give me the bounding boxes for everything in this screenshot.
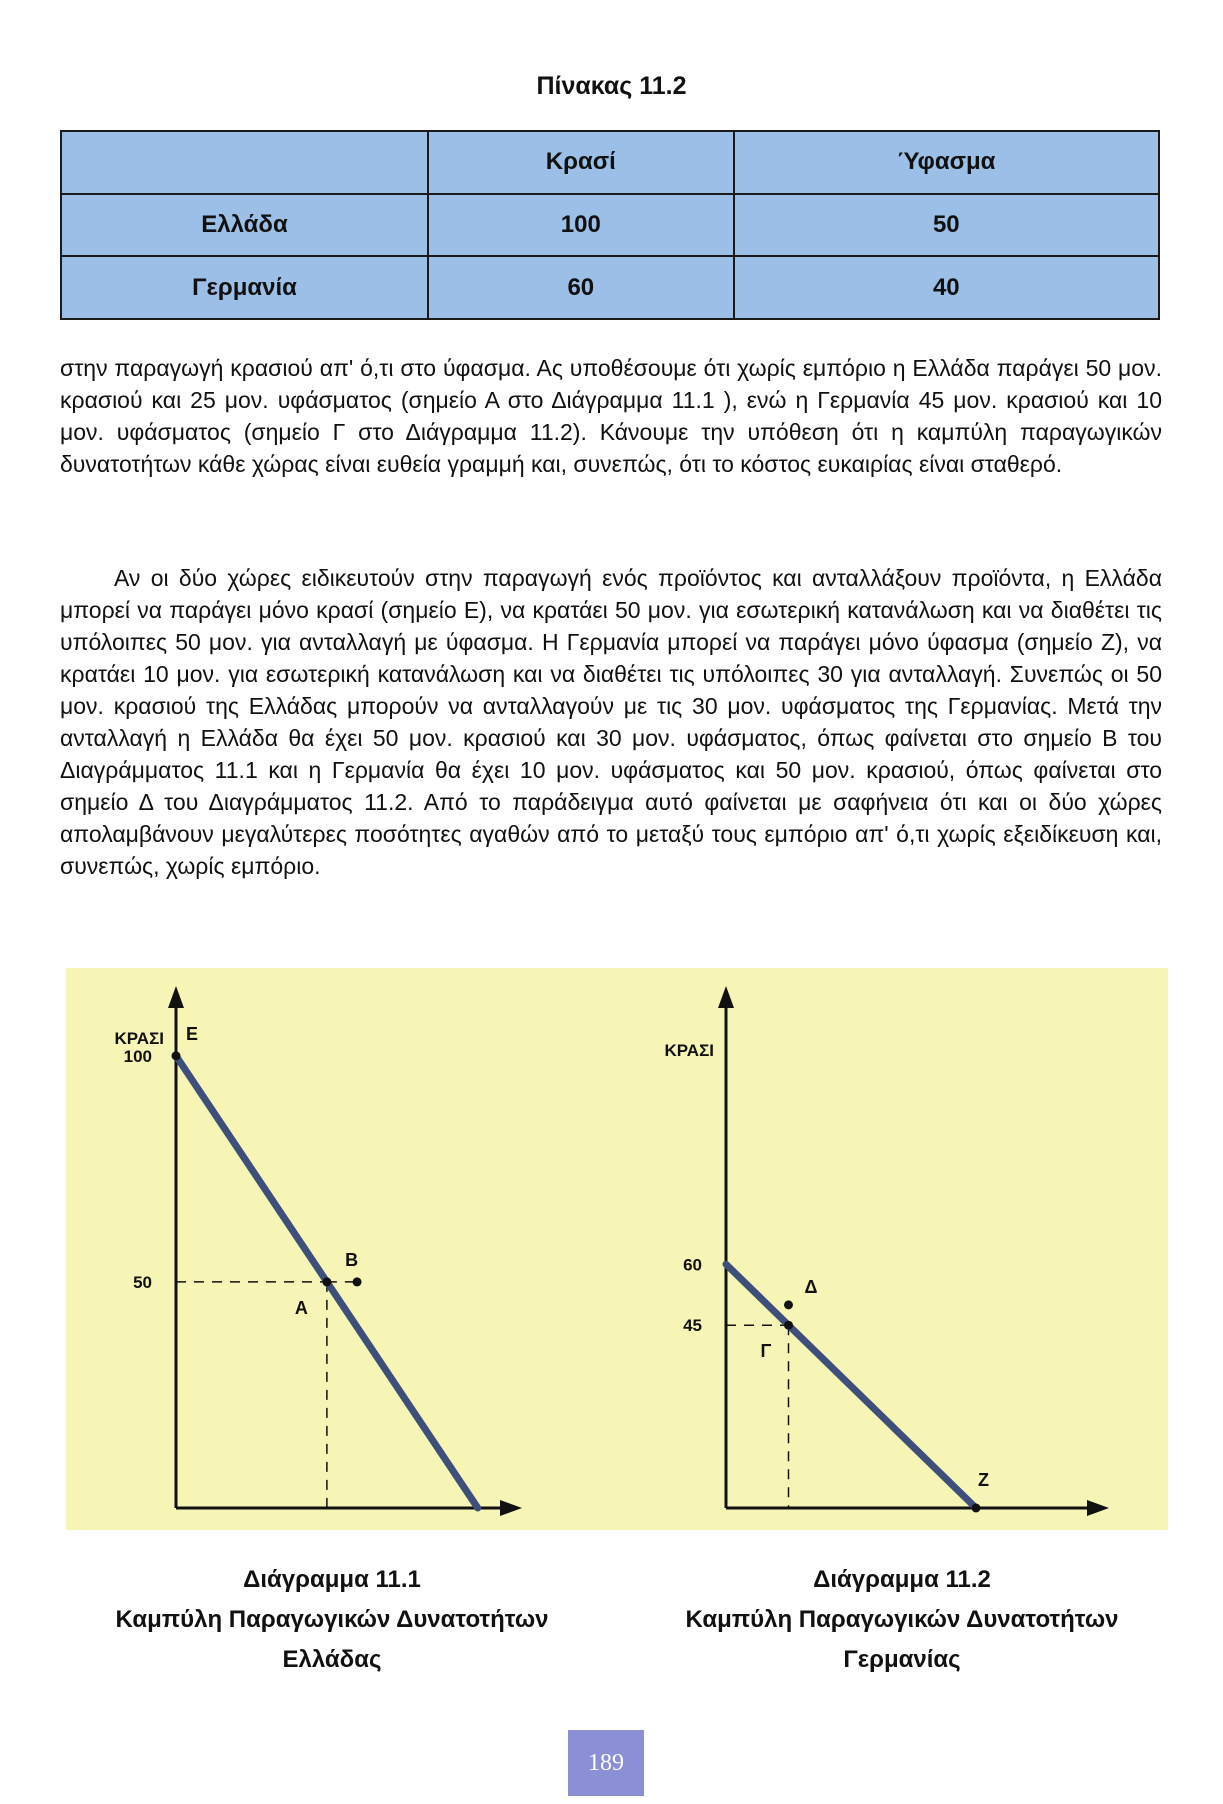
table-header-wine: Κρασί	[428, 131, 734, 194]
table-row	[61, 256, 1159, 319]
page-number: 189	[568, 1730, 644, 1796]
point-label: Γ	[760, 1341, 772, 1362]
y-tick-label: 45	[683, 1316, 702, 1336]
paragraph-1: στην παραγωγή κρασιού απ' ό,τι στο ύφασμα. Ας υποθέσουμε ότι χωρίς εμπόριο η Ελλάδα παράγει 50 μον. κρασιού και 25 μον. υφάσματος (σημείο Α στο Διάγραμμα 11.1 ), ενώ η Γερμανία 45 μον. κρασιού και 10 μον. υφάσματος (σημείο Γ στο Διάγραμμα 11.2). Κάνουμε την υπόθεση ότι η καμπύλη παραγωγικών δυνατοτήτων κάθε χώρας είναι ευθεία γραμμή και, συνεπώς, ότι το κόστος ευκαιρίας είναι σταθερό.	[60, 355, 1162, 477]
y-axis-label: ΚΡΑΣΙ	[664, 1041, 714, 1060]
data-point	[784, 1300, 793, 1309]
caption-subtitle: Καμπύλη Παραγωγικών Δυνατοτήτων	[115, 1606, 549, 1633]
table-cell-wine: 60	[428, 256, 734, 319]
paragraph-2: Αν οι δύο χώρες ειδικευτούν στην παραγωγή ενός προϊόντος και ανταλλάξουν προϊόντα, η Ελλάδα μπορεί να παράγει μόνο κρασί (σημείο Ε), να κρατάει 50 μον. για εσωτερική κατανάλωση και να διαθέτει τις υπόλοιπες 50 μον. για ανταλλαγή με ύφασμα. Η Γερμανία μπορεί να παράγει μόνο ύφασμα (σημείο Ζ), να κρατάει 10 μον. για εσωτερική κατανάλωση και να διαθέτει τις υπόλοιπες 30 για ανταλλαγή. Συνεπώς οι 50 μον. κρασιού της Ελλάδας μπορούν να ανταλλαγούν με τις 30 μον. υφάσματος της Γερμανίας. Μετά την ανταλλαγή η Ελλάδα θα έχει 50 μον. κρασιού και 30 μον. υφάσματος, όπως φαίνεται στο σημείο Β του Διαγράμματος 11.1 και η Γερμανία θα έχει 10 μον. υφάσματος και 50 μον. κρασιού, όπως φαίνεται στο σημείο Δ του Διαγράμματος 11.2. Από το παράδειγμα αυτό φαίνεται με σαφήνεια ότι και οι δύο χώρες απολαμβάνουν μεγαλύτερες ποσότητες αγαθών από το μεταξύ τους εμπόριο απ' ό,τι χωρίς εξειδίκευση και, συνεπώς, χωρίς εμπόριο.	[60, 565, 1162, 879]
table-header-row	[61, 131, 1159, 194]
data-table	[60, 130, 1160, 320]
x-axis-arrow-icon	[1087, 1500, 1109, 1516]
data-point	[972, 1504, 981, 1513]
ppf-line	[726, 1264, 976, 1508]
y-axis-arrow-icon	[718, 986, 734, 1008]
x-axis-arrow-icon	[500, 1500, 522, 1516]
table-cell-country: Γερμανία	[61, 256, 428, 319]
table-row	[61, 194, 1159, 257]
caption-country: Ελλάδας	[282, 1646, 382, 1673]
y-axis-arrow-icon	[168, 986, 184, 1008]
table-cell-cloth: 40	[734, 256, 1159, 319]
caption-subtitle: Καμπύλη Παραγωγικών Δυνατοτήτων	[685, 1606, 1119, 1633]
data-point	[353, 1277, 362, 1286]
point-label: Δ	[804, 1276, 818, 1297]
table-cell-country: Ελλάδα	[61, 194, 428, 257]
charts-svg	[66, 968, 1168, 1530]
point-label: Ε	[186, 1023, 199, 1044]
chart-panel	[66, 968, 1168, 1530]
data-point	[322, 1277, 331, 1286]
caption-country: Γερμανίας	[843, 1646, 961, 1673]
point-label: Α	[294, 1297, 308, 1318]
y-tick-label: 60	[683, 1255, 702, 1275]
caption-title: Διάγραμμα 11.2	[813, 1566, 991, 1593]
point-label: Β	[345, 1249, 359, 1270]
data-point	[172, 1051, 181, 1060]
table-cell-wine: 100	[428, 194, 734, 257]
point-label: Ζ	[978, 1470, 989, 1490]
y-tick-label: 100	[123, 1046, 152, 1066]
data-point	[784, 1321, 793, 1330]
caption-diagram-11-1	[52, 1560, 612, 1680]
table-corner-cell	[61, 131, 428, 194]
caption-title: Διάγραμμα 11.1	[243, 1566, 421, 1593]
table-header-cloth: Ύφασμα	[734, 131, 1159, 194]
y-tick-label: 50	[133, 1272, 152, 1292]
table-title: Πίνακας 11.2	[536, 72, 687, 100]
table-cell-cloth: 50	[734, 194, 1159, 257]
caption-diagram-11-2	[622, 1560, 1182, 1680]
y-axis-label: ΚΡΑΣΙ	[114, 1029, 164, 1048]
